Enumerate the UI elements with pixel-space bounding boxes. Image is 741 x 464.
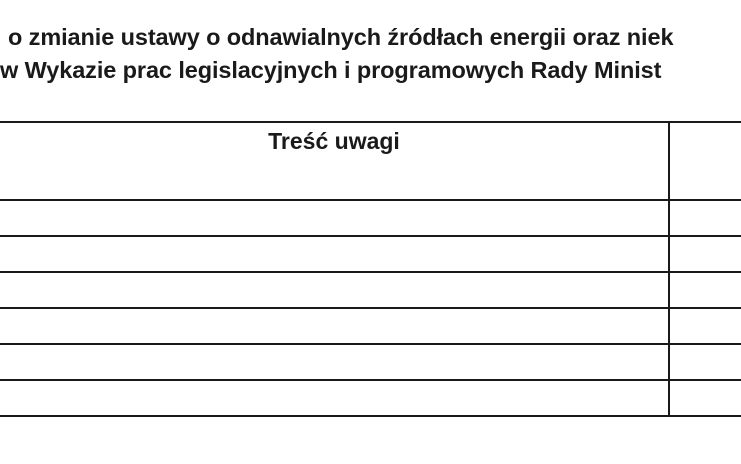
table-row-border	[0, 379, 741, 381]
table-row-border	[0, 235, 741, 237]
table-top-border	[0, 121, 741, 123]
table-bottom-border	[0, 415, 741, 417]
table-header-border	[0, 199, 741, 201]
column-header-tresc-uwagi: Treść uwagi	[268, 128, 400, 154]
table-row-border	[0, 271, 741, 273]
table-row-border	[0, 343, 741, 345]
comments-table	[0, 121, 741, 417]
table-row-border	[0, 307, 741, 309]
table-column-divider	[668, 121, 670, 417]
document-title-line-1: o zmianie ustawy o odnawialnych źródłach energii oraz niek	[8, 24, 674, 50]
document-title-line-2: w Wykazie prac legislacyjnych i programowych Rady Minist	[0, 57, 662, 83]
